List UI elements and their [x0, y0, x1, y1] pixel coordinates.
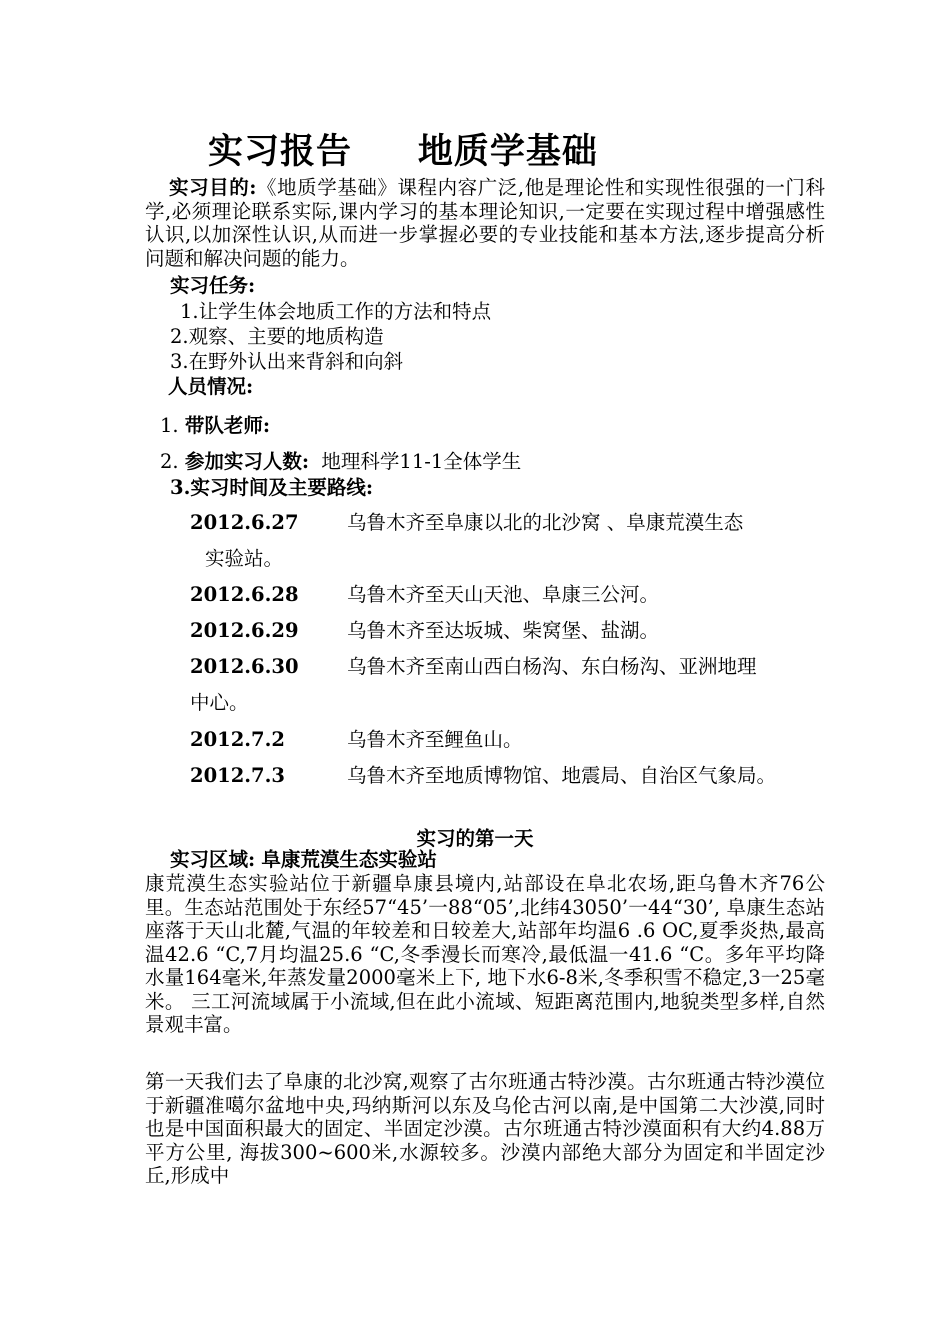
task-item-3: 3.在野外认出来背斜和向斜: [170, 350, 404, 373]
purpose-label: 实习目的:: [169, 176, 257, 199]
purpose-paragraph: [145, 176, 825, 270]
schedule-route: 乌鲁木齐至南山西白杨沟、东白杨沟、亚洲地理: [347, 655, 757, 678]
schedule-route: 乌鲁木齐至地质博物馆、地震局、自治区气象局。: [347, 764, 777, 787]
day1-paragraph-2: 第一天我们去了阜康的北沙窝,观察了古尔班通古特沙漠。古尔班通古特沙漠位于新疆准噶尔盆地中央,玛纳斯河以东及乌伦古河以南,是中国第二大沙漠,同时也是中国面积最大的固定、半固定沙漠。古尔班通古特沙漠面积有大约4.88万平方公里, 海拔300~600米,水源较多。沙漠内部绝大部分为固定和半固定沙丘,形成中: [145, 1070, 825, 1187]
schedule-route: 乌鲁木齐至天山天池、阜康三公河。: [347, 583, 660, 606]
count-line: [160, 450, 521, 474]
teacher-label: 带队老师:: [184, 414, 271, 437]
schedule-route: 乌鲁木齐至达坂城、柴窝堡、盐湖。: [347, 619, 660, 642]
schedule-route-continued: 中心。: [190, 691, 249, 714]
day1-area-line: [170, 848, 437, 872]
count-label: 参加实习人数:: [184, 450, 310, 473]
day1-paragraph-1: 康荒漠生态实验站位于新疆阜康县境内,站部设在阜北农场,距乌鲁木齐76公里。生态站范围处于东经57“45’一88“05’,北纬43050’一44“30’, 阜康生态站座落于天山北麓,气温的年较差和日较差大,站部年均温6 .6 OC,夏季炎热,最高温42.6 “C,7月均温25.6 “C,冬季漫长而寒冷,最低温一41.6 “C。多年平均降水量164毫米,年蒸发量2000毫米上下, 地下水6-8米,冬季积雪不稳定,3一25毫米。 三工河流域属于小流域,但在此小流域、短距离范围内,地貌类型多样,自然景观丰富。: [145, 872, 825, 1036]
schedule-date: 2012.6.30: [190, 655, 299, 678]
schedule-date: 2012.6.29: [190, 619, 299, 642]
count-number: 2.: [160, 450, 179, 473]
document-title: 实习报告 地质学基础: [208, 131, 598, 172]
task-item-2: 2.观察、主要的地质构造: [170, 325, 384, 348]
schedule-route: 乌鲁木齐至鲤鱼山。: [347, 728, 523, 751]
purpose-text: 《地质学基础》课程内容广泛,他是理论性和实现性很强的一门科学,必须理论联系实际,课内学习的基本理论知识,一定要在实现过程中增强感性认识,以加深性认识,从而进一步掌握必要的专业技能和基本方法,逐步提高分析问题和解决问题的能力。: [145, 176, 825, 270]
schedule-route-continued: 实验站。: [205, 547, 284, 570]
schedule-date: 2012.7.2: [190, 728, 285, 751]
task-item-1: 1.让学生体会地质工作的方法和特点: [180, 300, 492, 323]
day1-heading: 实习的第一天: [416, 827, 534, 850]
schedule-date: 2012.6.27: [190, 511, 299, 534]
schedule-label: 3.实习时间及主要路线:: [170, 476, 374, 499]
personnel-label: 人员情况:: [168, 375, 254, 398]
area-label: 实习区域:: [170, 848, 256, 871]
tasks-label: 实习任务:: [170, 274, 256, 297]
area-value: 阜康荒漠生态实验站: [261, 848, 437, 871]
schedule-route: 乌鲁木齐至阜康以北的北沙窝 、阜康荒漠生态: [347, 511, 744, 534]
count-value: 地理科学11-1全体学生: [321, 450, 522, 473]
schedule-date: 2012.6.28: [190, 583, 299, 606]
teacher-line: [160, 414, 270, 438]
schedule-date: 2012.7.3: [190, 764, 285, 787]
teacher-number: 1.: [160, 414, 179, 437]
